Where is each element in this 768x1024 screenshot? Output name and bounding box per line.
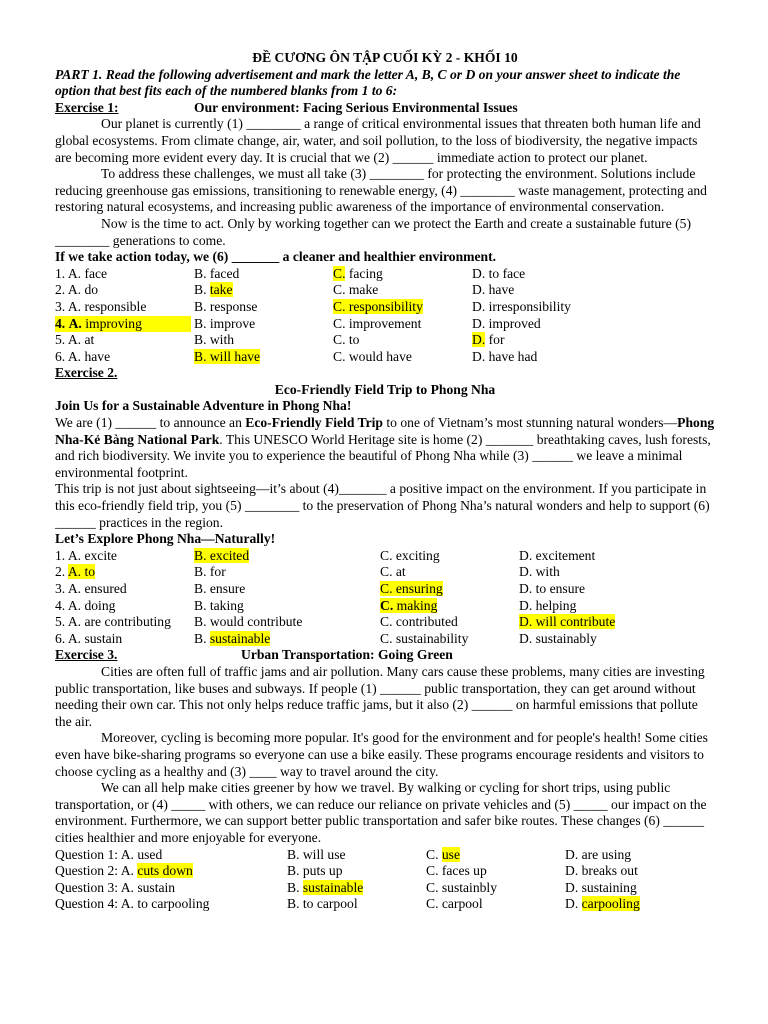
option-b: B. taking [194, 597, 244, 613]
exercise3-title: Urban Transportation: Going Green [241, 647, 453, 663]
option-a: 4. A. doing [55, 597, 116, 613]
selected-answer-highlight: sustainable [302, 879, 364, 895]
option-d: D. sustainably [519, 630, 597, 646]
part1-instruction: PART 1. Read the following advertisement and mark the letter A, B, C or D on your answer sheet to indicate the option that best fits each of the numbered blanks from 1 to 6: [55, 66, 681, 99]
exercise2-paragraph: We are (1) ______ to announce an Eco-Friendly Field Trip to one of Vietnam’s most stunning natural wonders—Phong Nha-Kẻ Bàng National Park. This UNESCO World Heritage site is home (2) _______ breathtaking caves, lush forests, and rich biodiversity. We invite you to experience the beautiful of Phong Nha while (3) ______ we leave a minimal environmental footprint. [55, 415, 715, 480]
option-b: B. to carpool [287, 896, 358, 912]
document-title: ĐỀ CƯƠNG ÔN TẬP CUỐI KỲ 2 - KHỐI 10 [252, 50, 518, 65]
option-c: C. to [333, 332, 360, 348]
exercise3-options [55, 847, 715, 913]
option-d: D. improved [472, 315, 541, 331]
option-b: B. sustainable [287, 879, 364, 895]
exercise1-title: Our environment: Facing Serious Environmental Issues [194, 99, 518, 115]
option-a: 1. A. excite [55, 547, 117, 563]
option-d: D. are using [565, 846, 632, 862]
option-a: Question 4: A. to carpooling [55, 896, 210, 912]
exercise2-subhead2: Let’s Explore Phong Nha—Naturally! [55, 531, 276, 547]
option-b: B. ensure [194, 581, 246, 596]
option-a: Question 3: A. sustain [55, 879, 176, 895]
option-d: D. to face [472, 265, 526, 281]
exercise1-paragraph: Now is the time to act. Only by working together can we protect the Earth and create a sustainable future (5) ________ generations to come. [55, 215, 691, 248]
selected-answer-highlight: A. to [67, 564, 96, 580]
option-b: B. would contribute [194, 614, 303, 630]
option-c: C. would have [333, 348, 412, 364]
selected-answer-highlight: D. will contribute [519, 614, 616, 630]
option-c: C. make [333, 282, 379, 298]
option-row [55, 631, 715, 648]
option-c: C. use [426, 846, 460, 862]
option-d: D. helping [519, 597, 577, 613]
option-b: B. for [194, 564, 226, 580]
option-d: D. irresponsibility [472, 298, 571, 314]
option-b [194, 349, 333, 366]
option-d: D. to ensure [519, 581, 586, 596]
option-c: C. carpool [426, 896, 483, 912]
option-a: 3. A. responsible [55, 298, 147, 314]
option-a [55, 316, 194, 333]
option-a: Question 1: A. used [55, 846, 163, 862]
selected-answer-highlight: B. will have [194, 348, 261, 364]
option-d [519, 614, 658, 631]
option-row [55, 564, 715, 581]
option-row [55, 349, 715, 366]
option-c [333, 299, 472, 316]
option-c: C. faces up [426, 863, 487, 879]
exercise3-label: Exercise 3. [55, 647, 118, 663]
exercise1-paragraph: To address these challenges, we must all take (3) ________ for protecting the environment. Solutions include reducing greenhouse gas emissions, transitioning to renewable energy, (4) ________ waste management, protecting and restoring natural ecosystems, and increasing public awareness of the importance of environmental conservation. [55, 166, 707, 215]
option-c [380, 581, 519, 598]
exercise1-label: Exercise 1: [55, 99, 119, 115]
exercise2-label: Exercise 2. [55, 365, 118, 381]
option-d: D. with [519, 564, 560, 580]
exercise3-paragraph: We can all help make cities greener by how we travel. By walking or cycling for short trips, using public transportation, or (4) _____ with others, we can reduce our reliance on private vehicles and (5) _____ our impact on the environment. Furthermore, we can support better public transportation and safer bike routes. These changes (6) ______ cities healthier and more enjoyable for everyone. [55, 780, 707, 845]
option-b: B. faced [194, 265, 240, 281]
option-a: 6. A. sustain [55, 630, 123, 646]
option-d: D. for [472, 332, 505, 348]
exercise1-closing: If we take action today, we (6) _______ a cleaner and healthier environment. [55, 249, 497, 265]
option-d: D. have had [472, 348, 538, 364]
option-row [55, 316, 715, 333]
exercise3-paragraph: Cities are often full of traffic jams and air pollution. Many cars cause these problems, many cities are investing public transportation, like buses and subways. If people (1) ______ public transportation, they can get around without needing their own car. This not only helps reduce traffic jams, but it also (2) ______ on harmful emissions that pollute the air. [55, 663, 705, 729]
option-a: 6. A. have [55, 348, 111, 364]
selected-answer-highlight: C. ensuring [380, 581, 443, 596]
option-a: 2. A. do [55, 282, 99, 298]
exercise3-header [55, 647, 715, 664]
option-row [55, 880, 715, 897]
option-b: B. puts up [287, 863, 343, 879]
option-row [55, 847, 715, 864]
option-b: B. improve [194, 315, 256, 331]
option-c: C. facing [333, 265, 383, 281]
selected-answer-highlight: C. responsibility [333, 298, 423, 314]
option-d: D. excitement [519, 547, 596, 563]
exercise2-subhead: Join Us for a Sustainable Adventure in Phong Nha! [55, 398, 352, 414]
selected-answer-highlight: carpooling [581, 896, 640, 912]
option-a: 1. A. face [55, 265, 108, 281]
option-c: C. sustainability [380, 630, 469, 646]
selected-answer-highlight: B. excited [194, 547, 250, 563]
document-page [55, 50, 715, 913]
exercise2-options [55, 548, 715, 648]
option-d: D. breaks out [565, 863, 638, 879]
option-row [55, 863, 715, 880]
option-row [55, 332, 715, 349]
selected-answer-highlight: 4. A. improving [55, 316, 191, 333]
option-d: D. sustaining [565, 879, 637, 895]
option-row [55, 598, 715, 615]
option-row [55, 266, 715, 283]
option-a: 2. A. to [55, 564, 96, 580]
option-c: C. sustainbly [426, 879, 497, 895]
selected-answer-highlight: use [441, 846, 460, 862]
option-row [55, 581, 715, 598]
option-b: B. take [194, 282, 233, 298]
exercise1-options [55, 266, 715, 366]
option-b: B. response [194, 298, 258, 314]
option-b [194, 548, 380, 565]
option-c [380, 598, 519, 615]
option-d: D. have [472, 282, 515, 298]
option-row [55, 614, 715, 631]
selected-answer-highlight: D. [472, 332, 486, 348]
option-c: C. at [380, 564, 406, 580]
selected-answer-highlight: take [209, 282, 233, 298]
option-b: B. sustainable [194, 630, 271, 646]
option-b: B. with [194, 332, 235, 348]
selected-answer-highlight: sustainable [209, 630, 271, 646]
selected-answer-highlight: C. making [380, 597, 438, 613]
option-row [55, 548, 715, 565]
option-a: 5. A. at [55, 332, 95, 348]
option-c: C. improvement [333, 315, 422, 331]
exercise3-paragraph: Moreover, cycling is becoming more popular. It's good for the environment and for people's health! Some cities even have bike-sharing programs so everyone can use a bike easily. These programs encourage residents and visitors to choose cycling as a healthy and (3) ____ way to travel around the city. [55, 730, 708, 779]
option-a: 5. A. are contributing [55, 614, 171, 630]
selected-answer-highlight: cuts down [137, 863, 193, 879]
option-a: 3. A. ensured [55, 581, 127, 596]
exercise2-paragraph: This trip is not just about sightseeing—it’s about (4)_______ a positive impact on the environment. If you participate in this eco-friendly field trip, you (5) ________ to the preservation of Phong Nha’s natural wonders and help to support (6) ______ practices in the region. [55, 481, 710, 530]
option-c: C. exciting [380, 547, 440, 563]
exercise1-header [55, 100, 715, 117]
option-row [55, 282, 715, 299]
option-b: B. will use [287, 846, 346, 862]
option-row [55, 299, 715, 316]
option-a: Question 2: A. cuts down [55, 863, 193, 879]
selected-answer-highlight: C. [333, 265, 346, 281]
exercise2-title: Eco-Friendly Field Trip to Phong Nha [274, 381, 496, 397]
option-c: C. contributed [380, 614, 458, 630]
option-row [55, 896, 715, 913]
exercise1-paragraph: Our planet is currently (1) ________ a range of critical environmental issues that threaten both human life and global ecosystems. From climate change, air, water, and soil pollution, to the loss of biodiversity, the negative impacts are becoming more evident every day. It is crucial that we (2) ______ immediate action to protect our planet. [55, 116, 701, 165]
option-d: D. carpooling [565, 896, 640, 912]
